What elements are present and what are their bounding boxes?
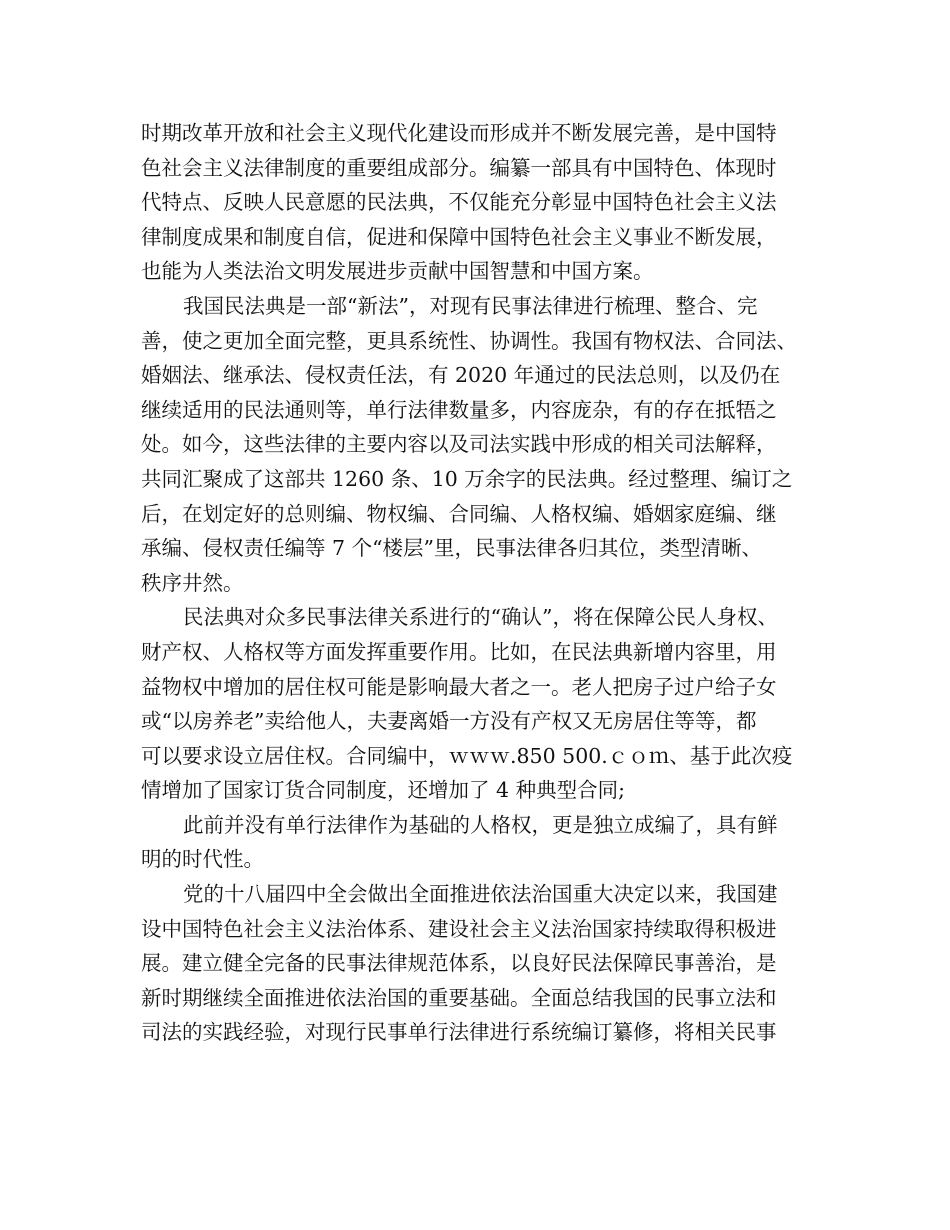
text-line: 处。如今，这些法律的主要内容以及司法实践中形成的相关司法解释， (141, 432, 777, 457)
text-line: 色社会主义法律制度的重要组成部分。编纂一部具有中国特色、体现时 (141, 155, 777, 180)
text-line: 党的十八届四中全会做出全面推进依法治国重大决定以来，我国建 (183, 882, 778, 907)
paragraph-1 (141, 116, 829, 289)
text-line: 财产权、人格权等方面发挥重要作用。比如，在民法典新增内容里，用 (141, 639, 777, 664)
text-line: 民法典对众多民事法律关系进行的“确认”，将在保障公民人身权、 (183, 605, 778, 630)
document-body (141, 116, 829, 1050)
text-line: 我国民法典是一部“新法”，对现有民事法律进行梳理、整合、完 (183, 293, 758, 318)
text-line: 共同汇聚成了这部共 1260 条、10 万余字的民法典。经过整理、编订之 (141, 466, 793, 491)
paragraph-4 (141, 808, 829, 877)
text-line: 展。建立健全完备的民事法律规范体系，以良好民法保障民事善治，是 (141, 951, 777, 976)
text-line: 承编、侵权责任编等 7 个“楼层”里，民事法律各归其位，类型清晰、 (141, 536, 763, 561)
text-line: 情增加了国家订货合同制度，还增加了 4 种典型合同; (141, 778, 625, 803)
text-line: 时期改革开放和社会主义现代化建设而形成并不断发展完善，是中国特 (141, 121, 777, 145)
text-line: 律制度成果和制度自信，促进和保障中国特色社会主义事业不断发展， (141, 224, 777, 249)
paragraph-2 (141, 289, 829, 600)
text-line: 可以要求设立居住权。合同编中，ｗｗｗ.850 500.ｃｏｍ、基于此次疫 (141, 743, 793, 768)
text-line: 此前并没有单行法律作为基础的人格权，更是独立成编了，具有鲜 (183, 812, 778, 837)
text-line: 或“以房养老”卖给他人，夫妻离婚一方没有产权又无房居住等等，都 (141, 709, 757, 734)
text-line: 也能为人类法治文明发展进步贡献中国智慧和中国方案。 (141, 259, 654, 284)
text-line: 婚姻法、继承法、侵权责任法，有 2020 年通过的民法总则，以及仍在 (141, 363, 781, 388)
paragraph-5 (141, 877, 829, 1050)
text-line: 善，使之更加全面完整，更具系统性、协调性。我国有物权法、合同法、 (141, 328, 797, 353)
text-line: 设中国特色社会主义法治体系、建设社会主义法治国家持续取得积极进 (141, 916, 777, 941)
text-line: 秩序井然。 (141, 570, 244, 595)
text-line: 新时期继续全面推进依法治国的重要基础。全面总结我国的民事立法和 (141, 985, 777, 1010)
text-line: 明的时代性。 (141, 847, 264, 872)
text-line: 益物权中增加的居住权可能是影响最大者之一。老人把房子过户给子女 (141, 674, 777, 699)
paragraph-3 (141, 600, 829, 808)
text-line: 代特点、反映人民意愿的民法典，不仅能充分彰显中国特色社会主义法 (141, 190, 777, 215)
text-line: 司法的实践经验，对现行民事单行法律进行系统编订纂修，将相关民事 (141, 1020, 777, 1045)
text-line: 继续适用的民法通则等，单行法律数量多，内容庞杂，有的存在抵牾之 (141, 397, 777, 422)
text-line: 后，在划定好的总则编、物权编、合同编、人格权编、婚姻家庭编、继 (141, 501, 777, 526)
